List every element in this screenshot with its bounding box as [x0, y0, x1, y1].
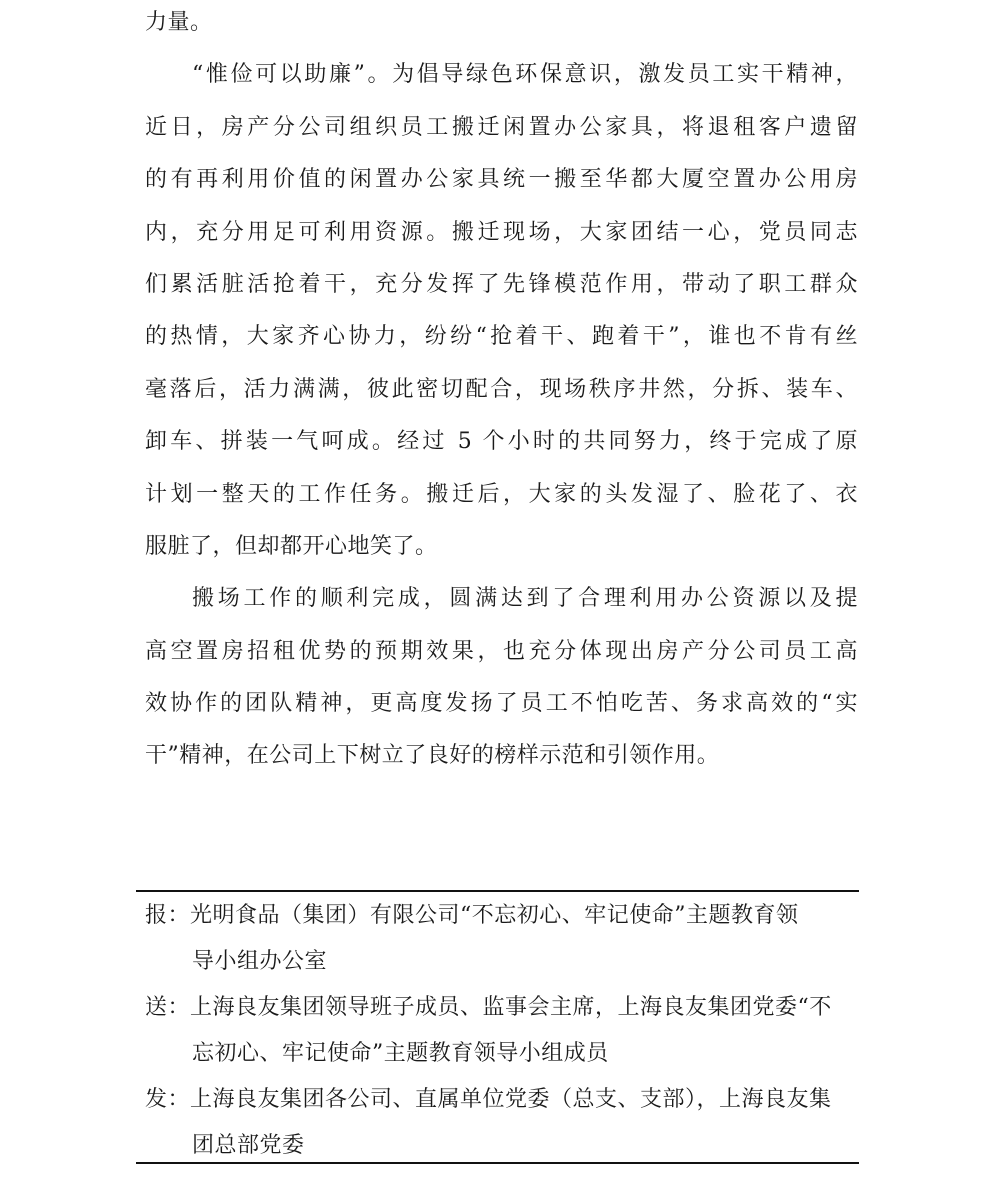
paragraph-line: 服脏了，但却都开心地笑了。 — [145, 533, 438, 559]
article-body — [145, 0, 858, 783]
issue-to-entry — [145, 1077, 858, 1169]
report-to-entry — [145, 893, 858, 985]
paragraph-line: 干”精神，在公司上下树立了良好的榜样示范和引领作用。 — [145, 743, 720, 769]
send-to-entry — [145, 985, 858, 1077]
paragraph-line: 计划一整天的工作任务。搬迁后，大家的头发湿了、脸花了、衣 — [145, 481, 858, 507]
send-to-line: 忘初心、牢记使命”主题教育领导小组成员 — [192, 1041, 609, 1066]
paragraph-line: 高空置房招租优势的预期效果，也充分体现出房产分公司员工高 — [145, 638, 858, 664]
distribution-bottom-rule — [136, 1162, 859, 1164]
send-to-line: 送：上海良友集团领导班子成员、监事会主席，上海良友集团党委“不 — [145, 995, 832, 1020]
report-to-line: 导小组办公室 — [192, 949, 328, 974]
paragraph-line: 的有再利用价值的闲置办公家具统一搬至华都大厦空置办公用房 — [145, 167, 858, 193]
paragraph-line: 近日，房产分公司组织员工搬迁闲置办公家具，将退租客户遗留 — [145, 114, 858, 140]
paragraph-line: 卸车、拼装一气呵成。经过 5 个小时的共同努力，终于完成了原 — [145, 429, 858, 455]
report-to-line: 报：光明食品（集团）有限公司“不忘初心、牢记使命”主题教育领 — [145, 903, 799, 928]
paragraph-line: 毫落后，活力满满，彼此密切配合，现场秩序井然，分拆、装车、 — [145, 376, 858, 402]
paragraph-line: “惟俭可以助廉”。为倡导绿色环保意识，激发员工实干精神， — [192, 62, 858, 88]
issue-to-line: 团总部党委 — [192, 1133, 305, 1158]
paragraph-line: 力量。 — [145, 10, 213, 35]
paragraph-line: 内，充分用足可利用资源。搬迁现场，大家团结一心，党员同志 — [145, 219, 858, 245]
issue-to-line: 发：上海良友集团各公司、直属单位党委（总支、支部），上海良友集 — [145, 1087, 832, 1112]
paragraph-line: 们累活脏活抢着干，充分发挥了先锋模范作用，带动了职工群众 — [145, 271, 858, 297]
paragraph-line: 搬场工作的顺利完成，圆满达到了合理利用办公资源以及提 — [192, 586, 858, 612]
distribution-list — [145, 893, 858, 1169]
paragraph-line: 的热情，大家齐心协力，纷纷“抢着干、跑着干”，谁也不肯有丝 — [145, 324, 858, 350]
paragraph-line: 效协作的团队精神，更高度发扬了员工不怕吃苦、务求高效的“实 — [145, 691, 858, 717]
distribution-top-rule — [136, 890, 859, 892]
